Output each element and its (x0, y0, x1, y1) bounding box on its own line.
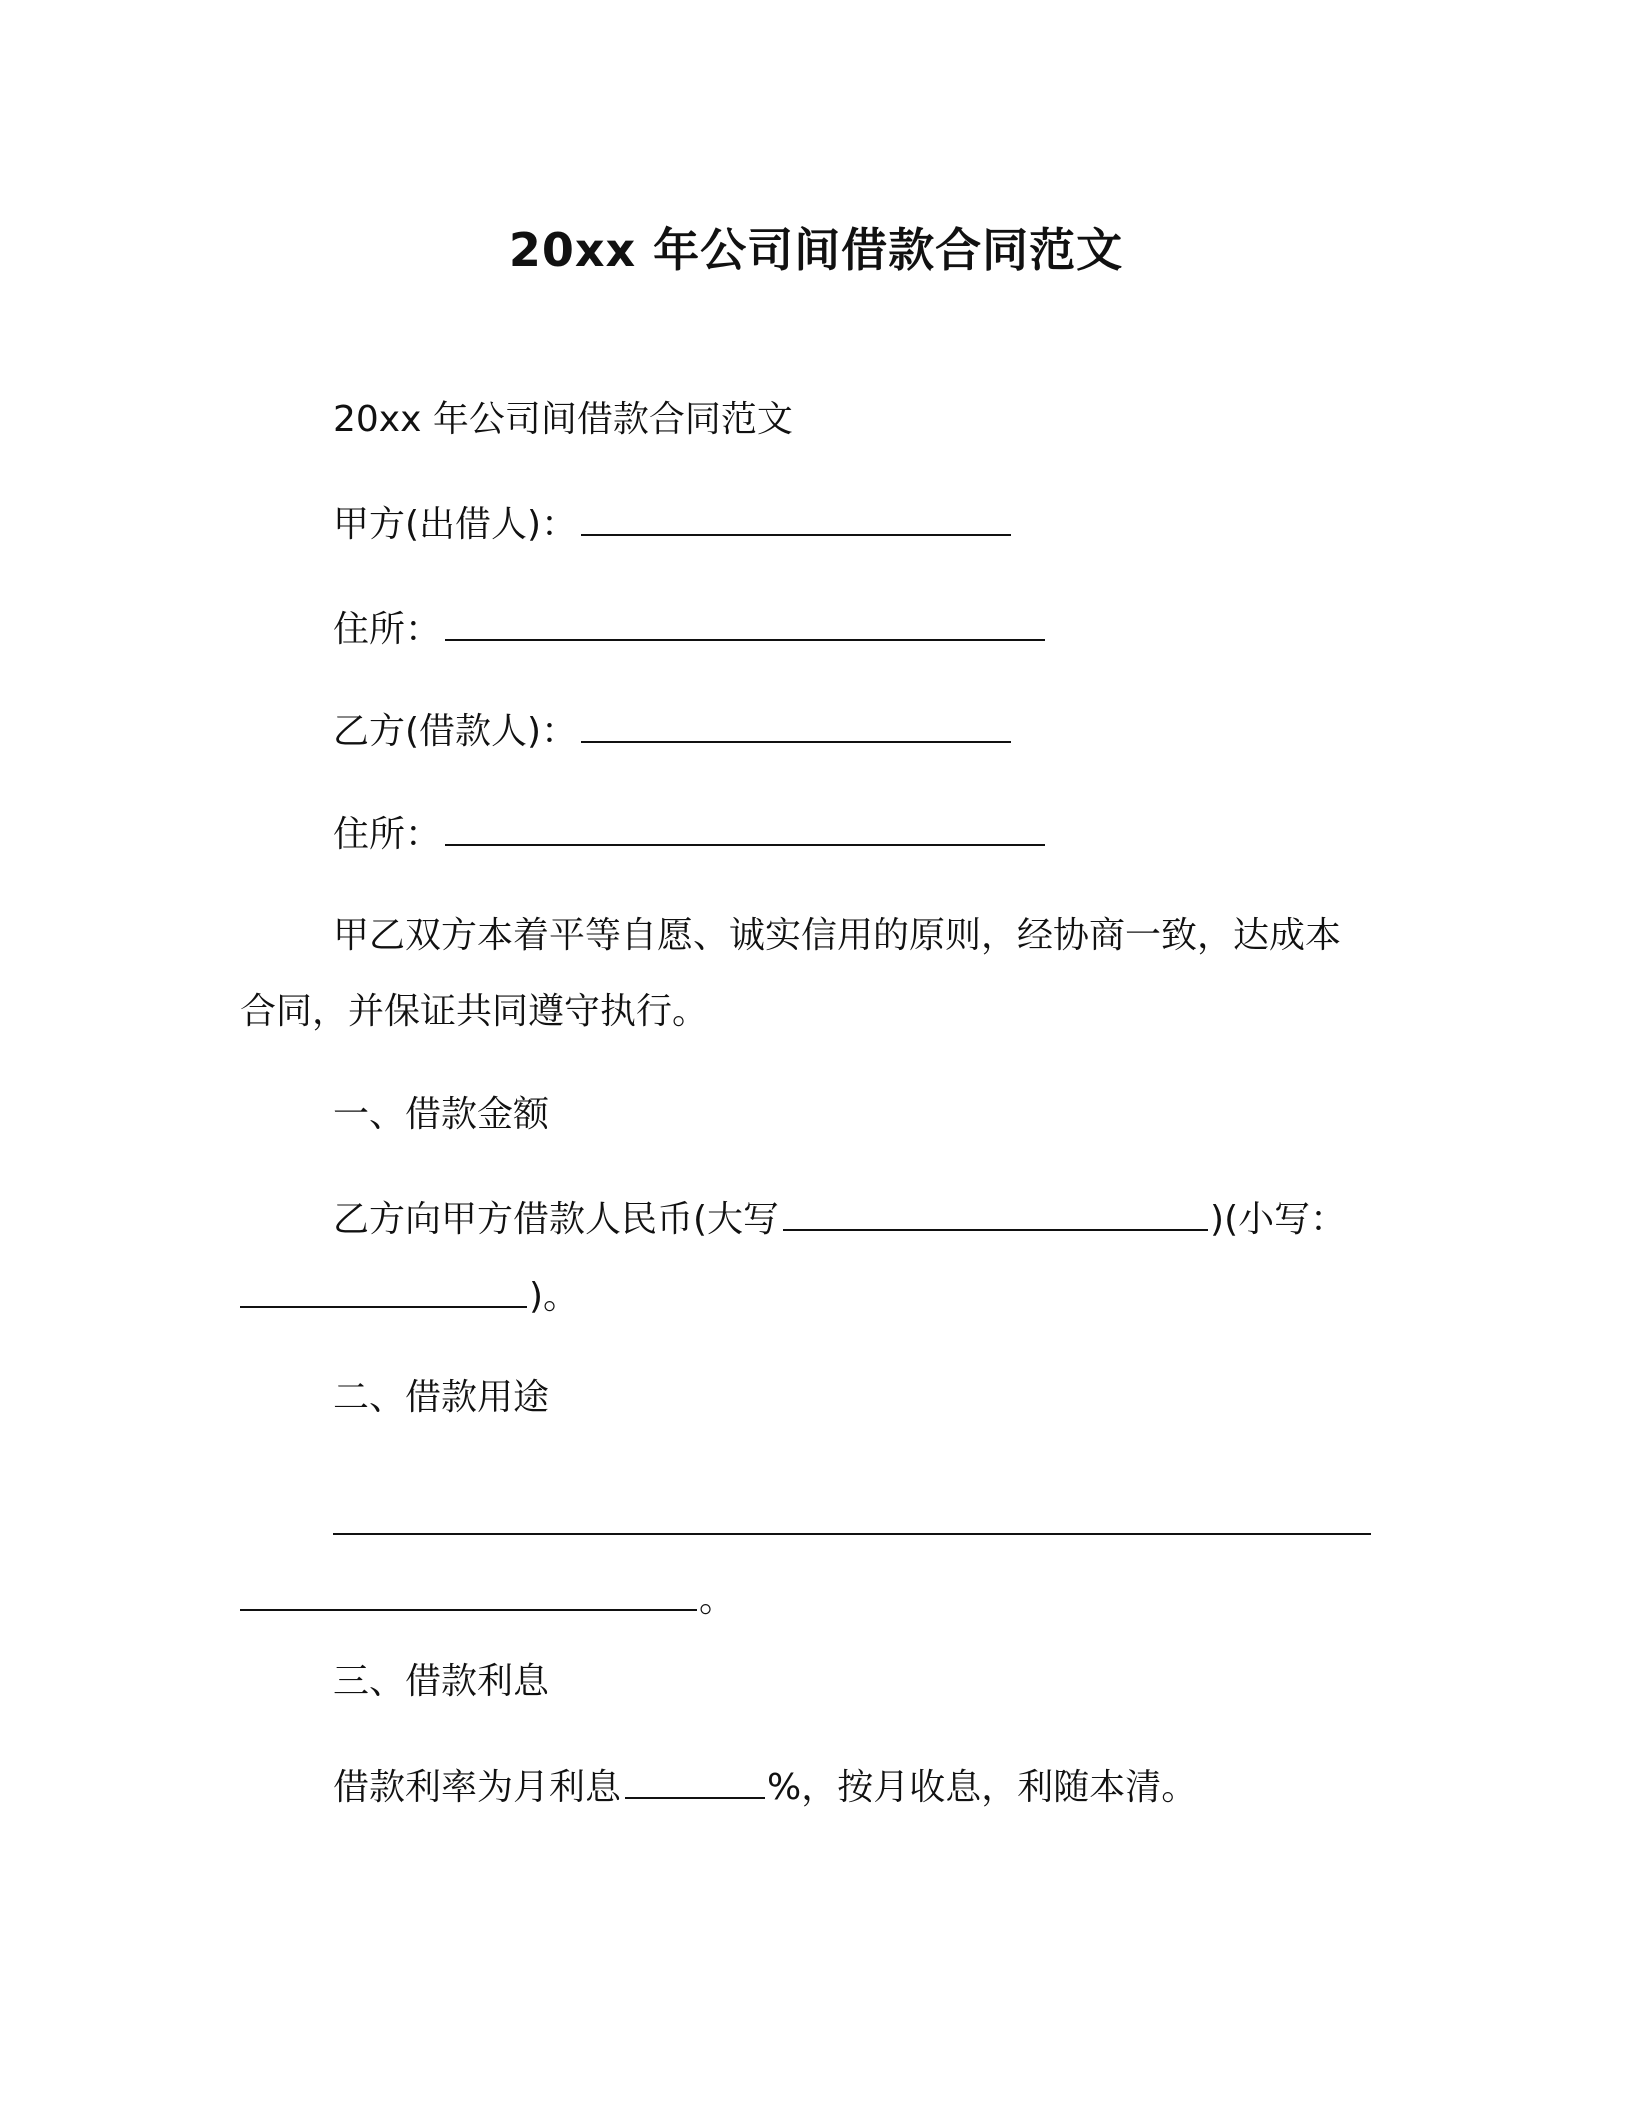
section1-text-prefix: 乙方向甲方借款人民币(大写 (333, 1199, 780, 1240)
party-b-label: 乙方(借款人)： (333, 711, 578, 752)
section1-text-end: )。 (529, 1276, 580, 1317)
section1-heading: 一、借款金额 (333, 1094, 550, 1135)
section2-end: 。 (699, 1579, 736, 1620)
party-b-address-label: 住所： (333, 814, 442, 855)
party-b-address-line (333, 808, 1047, 860)
party-b-blank (581, 705, 1011, 743)
section3-heading: 三、借款利息 (333, 1661, 550, 1702)
section2-purpose-line-1 (333, 1497, 1373, 1549)
party-a-address-label: 住所： (333, 609, 442, 650)
party-a-address-blank (445, 603, 1045, 641)
section1-text-line-1 (333, 1193, 1346, 1245)
section3-text (333, 1761, 1197, 1813)
party-a-address-line (333, 603, 1047, 655)
party-b-address-blank (445, 808, 1045, 846)
purpose-blank-2 (240, 1573, 697, 1611)
party-a-line (333, 498, 1013, 550)
section2-purpose-line-2 (240, 1573, 735, 1625)
amount-uppercase-blank (783, 1193, 1208, 1231)
section3-text-prefix: 借款利率为月利息 (333, 1767, 622, 1808)
section1-text-mid: )(小写： (1210, 1199, 1347, 1240)
intro-line-1: 甲乙双方本着平等自愿、诚实信用的原则，经协商一致，达成本 (333, 915, 1342, 956)
section2-heading: 二、借款用途 (333, 1377, 550, 1418)
amount-lowercase-blank (240, 1270, 527, 1308)
document-subtitle: 20xx 年公司间借款合同范文 (333, 399, 793, 440)
party-b-line (333, 705, 1013, 757)
section1-text-line-2 (240, 1270, 579, 1322)
party-a-blank (581, 498, 1011, 536)
purpose-blank-1 (333, 1497, 1371, 1535)
document-title: 20xx 年公司间借款合同范文 (508, 223, 1124, 277)
intro-line-2: 合同，并保证共同遵守执行。 (240, 991, 709, 1032)
interest-rate-blank (625, 1761, 765, 1799)
section3-text-suffix: %，按月收息，利随本清。 (767, 1767, 1198, 1808)
party-a-label: 甲方(出借人)： (333, 504, 578, 545)
